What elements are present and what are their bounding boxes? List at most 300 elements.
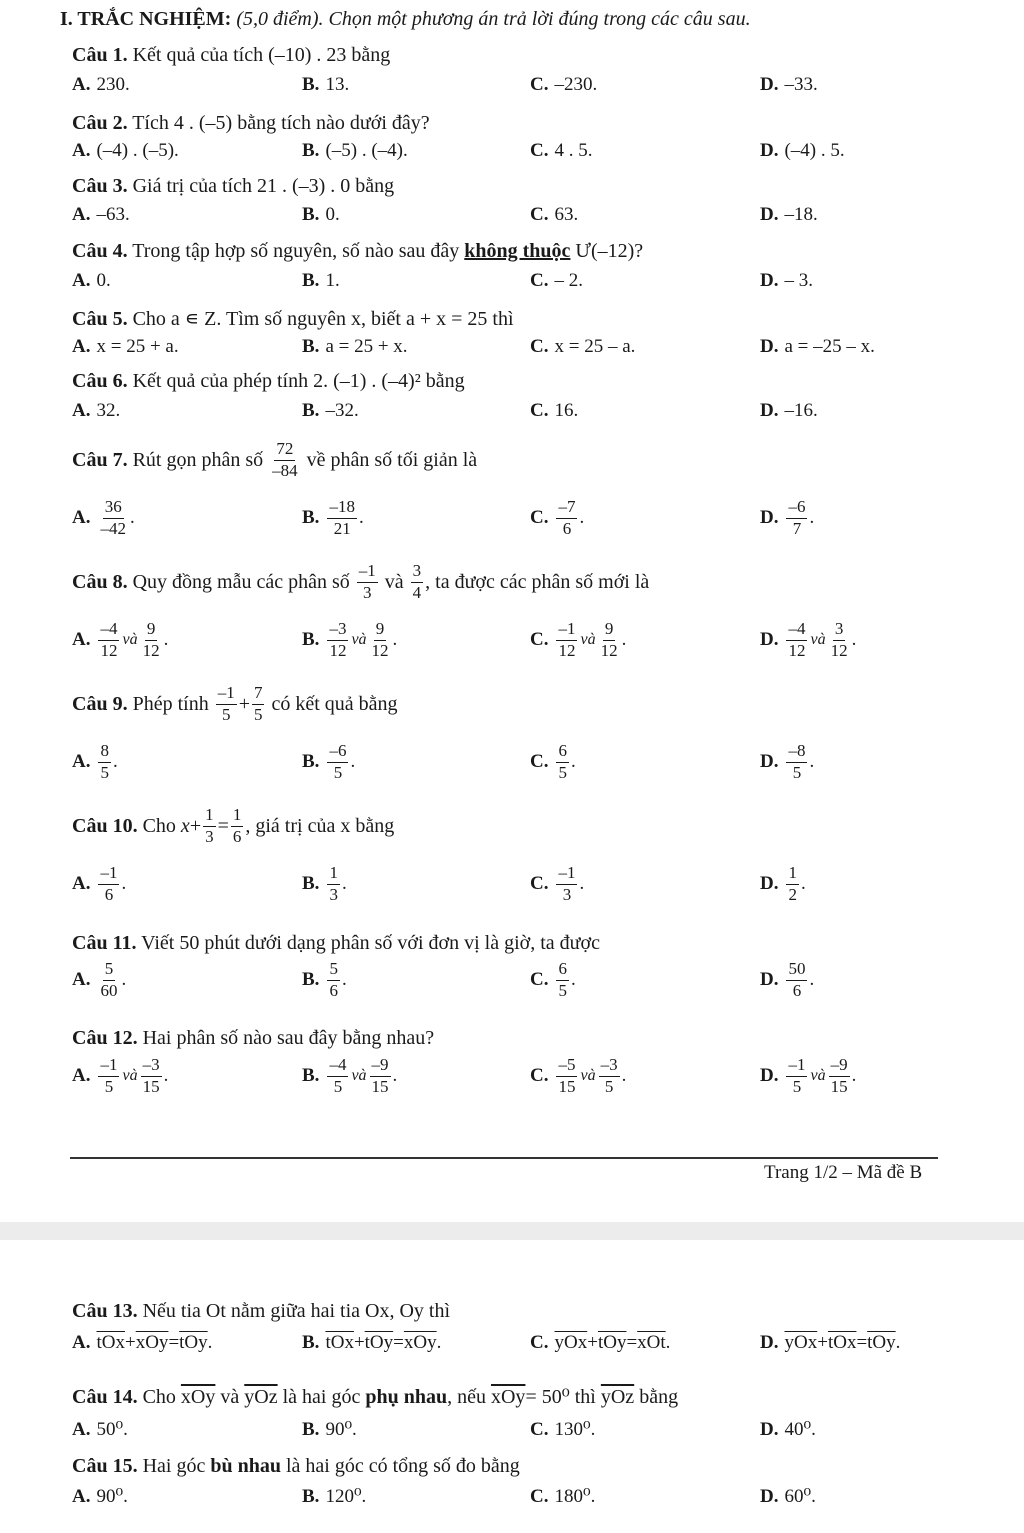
option-letter: B.	[302, 873, 320, 895]
fraction	[556, 1056, 577, 1096]
q3-option-c[interactable]	[530, 204, 578, 226]
denominator: 6	[562, 518, 572, 538]
denominator: 5	[333, 762, 343, 782]
option-text: 1.	[325, 270, 340, 291]
connector-text: và	[384, 570, 404, 593]
operator: +	[353, 1332, 365, 1353]
option-letter: D.	[760, 969, 779, 991]
denominator: 12	[329, 640, 347, 660]
numerator: –4	[786, 620, 807, 641]
operator: +	[124, 1332, 136, 1353]
q13-option-c[interactable]	[530, 1332, 670, 1354]
fraction	[98, 620, 119, 660]
option-letter: B.	[302, 1485, 320, 1507]
question-text-end: bằng	[639, 1386, 679, 1408]
option-letter: D.	[760, 336, 779, 357]
option-text: (–4) . 5.	[784, 140, 845, 161]
fraction	[252, 684, 265, 724]
angle: $\overline{tOy}$	[867, 1332, 896, 1353]
connector-text: và	[810, 1067, 826, 1085]
question-label: Câu 13.	[72, 1300, 138, 1322]
option-letter: C.	[530, 400, 549, 421]
numerator: –9	[370, 1056, 391, 1077]
emphasis-text: phụ nhau	[365, 1386, 448, 1408]
question-label: Câu 9.	[72, 692, 128, 715]
option-text: 40⁰.	[784, 1419, 816, 1440]
option-text: 4 . 5.	[554, 140, 593, 161]
option-letter: D.	[760, 140, 779, 161]
q10-option-a[interactable]: A. $\frac{-1}{6}$ .	[72, 863, 127, 904]
q5-option-d[interactable]	[760, 336, 875, 358]
option-letter: A.	[72, 336, 91, 357]
equals-sign: =	[168, 1332, 180, 1353]
fraction	[829, 620, 850, 660]
equals-sign: =	[626, 1332, 638, 1353]
connector-text: và	[220, 1386, 240, 1408]
denominator: 4	[412, 582, 422, 602]
option-text: 0.	[96, 270, 111, 291]
fraction	[786, 864, 799, 904]
emphasis-text: không thuộc	[464, 240, 571, 262]
question-text: Cho	[142, 1386, 176, 1408]
option-text: 120⁰.	[325, 1486, 367, 1507]
q12-option-a[interactable]: A. $\frac{-1}{5}$ và $\frac{-3}{15}$ .	[72, 1055, 169, 1096]
question-text-end: , giá trị của x bằng	[245, 814, 395, 837]
option-letter: D.	[760, 1485, 779, 1507]
denominator: 15	[371, 1076, 389, 1096]
question-label: Câu 15.	[72, 1455, 138, 1477]
q13-option-d[interactable]	[760, 1332, 900, 1354]
option-letter: D.	[760, 751, 779, 773]
option-letter: B.	[302, 1418, 320, 1440]
option-letter: C.	[530, 1065, 549, 1087]
option-text: 130⁰.	[554, 1419, 596, 1440]
angle: $\overline{tOx}$	[96, 1332, 125, 1353]
option-letter: A.	[72, 140, 91, 161]
option-text: 90⁰.	[96, 1486, 128, 1507]
question-text: Viết 50 phút dưới dạng phân số với đơn vị là giờ, ta được	[141, 932, 600, 954]
q10-option-c[interactable]: C. $\frac{-1}{3}$ .	[530, 863, 585, 904]
question-text: Kết quả của phép tính 2. (–1) . (–4)² bằng	[132, 370, 465, 392]
numerator: –6	[327, 742, 348, 763]
denominator: 12	[788, 640, 806, 660]
denominator: 3	[363, 582, 372, 602]
denominator: 21	[333, 518, 351, 538]
question-2	[72, 112, 430, 135]
q11-option-a[interactable]: A. $\frac{5}{60}$ .	[72, 959, 127, 1000]
denominator: 6	[329, 980, 338, 1000]
fraction	[556, 960, 569, 1000]
q1-option-b[interactable]	[302, 74, 349, 96]
option-letter: D.	[760, 629, 779, 651]
question-text: Tích 4 . (–5) bằng tích nào dưới đây?	[132, 112, 430, 134]
q6-option-c[interactable]	[530, 400, 578, 422]
period: .	[895, 1332, 901, 1353]
option-letter: A.	[72, 629, 91, 651]
q14-option-a[interactable]	[72, 1418, 128, 1441]
numerator: –6	[786, 498, 807, 519]
connector-text: và	[122, 631, 138, 649]
denominator: 5	[558, 762, 567, 782]
question-10	[72, 806, 394, 846]
option-letter: C.	[530, 507, 549, 529]
question-text: Rút gọn phân số	[132, 448, 264, 471]
option-letter: D.	[760, 1065, 779, 1087]
fraction	[327, 960, 340, 1000]
q5-option-c[interactable]	[530, 336, 635, 358]
numerator: 1	[786, 864, 799, 885]
question-label: Câu 14.	[72, 1386, 138, 1408]
fraction	[327, 742, 348, 782]
question-4	[72, 240, 643, 263]
question-label: Câu 4.	[72, 240, 128, 262]
fraction	[98, 864, 119, 904]
fraction	[98, 498, 128, 538]
question-label: Câu 3.	[72, 175, 128, 197]
q15-option-c[interactable]	[530, 1485, 595, 1508]
option-letter: B.	[302, 336, 320, 357]
fraction	[370, 1056, 391, 1096]
fraction	[556, 864, 577, 904]
question-text: Hai góc	[142, 1455, 206, 1477]
question-text: Cho	[142, 814, 176, 837]
option-letter: C.	[530, 1332, 549, 1353]
q10-option-d[interactable]: D. $\frac{1}{2}$ .	[760, 863, 806, 904]
fraction	[327, 864, 340, 904]
q3-option-b[interactable]	[302, 204, 340, 226]
denominator: 7	[792, 518, 802, 538]
option-text: 0.	[325, 204, 340, 225]
angle: $\overline{xOy}$	[135, 1332, 169, 1353]
q11-option-c[interactable]: C. $\frac{6}{5}$ .	[530, 959, 576, 1000]
angle: $\overline{tOy}$	[364, 1332, 394, 1353]
option-text: 63.	[554, 204, 579, 225]
fraction	[786, 960, 807, 1000]
question-text: , nếu	[447, 1386, 486, 1408]
option-text: 16.	[554, 400, 579, 421]
q14-option-c[interactable]	[530, 1418, 595, 1441]
numerator: 1	[327, 864, 340, 885]
question-label: Câu 6.	[72, 370, 128, 392]
operator: +	[587, 1332, 598, 1353]
option-text: x = 25 – a.	[554, 336, 636, 357]
denominator: 6	[104, 884, 114, 904]
q5-option-a[interactable]	[72, 336, 179, 358]
fraction	[141, 1056, 162, 1096]
q9-option-d[interactable]: D. $\frac{-8}{5}$ .	[760, 741, 815, 782]
question-12	[72, 1027, 434, 1050]
numerator: 1	[203, 806, 216, 827]
equals-sign: =	[217, 814, 229, 837]
option-text: – 2.	[554, 270, 583, 291]
fraction	[203, 806, 216, 846]
q9-option-c[interactable]: C. $\frac{6}{5}$ .	[530, 741, 576, 782]
option-letter: A.	[72, 507, 91, 529]
q7-option-a[interactable]: A. $\frac{36}{-42}$ .	[72, 497, 135, 538]
q1-option-a[interactable]	[72, 74, 130, 96]
angle: $\overline{tOx}$	[827, 1332, 857, 1353]
equals-sign: =	[856, 1332, 868, 1353]
option-letter: D.	[760, 270, 779, 291]
option-letter: C.	[530, 74, 549, 95]
denominator: 12	[830, 640, 848, 660]
question-text: Kết quả của tích (–10) . 23 bằng	[132, 44, 391, 66]
angle: $\overline{yOx}$	[554, 1332, 588, 1353]
connector-text: và	[810, 631, 826, 649]
option-text: –33.	[784, 74, 818, 95]
denominator: 3	[205, 826, 214, 846]
fraction	[98, 1056, 119, 1096]
question-9	[72, 684, 398, 724]
numerator: 3	[411, 562, 424, 583]
option-letter: D.	[760, 400, 779, 421]
numerator: –1	[98, 864, 119, 885]
question-label: Câu 5.	[72, 308, 128, 330]
question-text-end: Ư(–12)?	[575, 240, 644, 262]
question-label: Câu 1.	[72, 44, 128, 66]
option-letter: C.	[530, 873, 549, 895]
operator: +	[817, 1332, 828, 1353]
numerator: 9	[603, 620, 616, 641]
q8-option-c[interactable]: C. $\frac{-1}{12}$ và $\frac{9}{12}$ .	[530, 619, 627, 660]
question-11	[72, 932, 600, 955]
option-text: a = 25 + x.	[325, 336, 408, 357]
denominator: 5	[221, 704, 231, 724]
q8-option-d[interactable]: D. $\frac{-4}{12}$ và $\frac{3}{12}$ .	[760, 619, 857, 660]
q15-option-b[interactable]	[302, 1485, 366, 1508]
q7-option-c[interactable]: C. $\frac{-7}{6}$ .	[530, 497, 585, 538]
q8-option-a[interactable]: A. $\frac{-4}{12}$ và $\frac{9}{12}$ .	[72, 619, 169, 660]
option-text: 230.	[96, 74, 130, 95]
numerator: –1	[98, 1056, 119, 1077]
q1-option-c[interactable]	[530, 74, 597, 96]
question-label: Câu 10.	[72, 814, 138, 837]
question-label: Câu 12.	[72, 1027, 138, 1049]
option-letter: C.	[530, 204, 549, 225]
numerator: –5	[556, 1056, 577, 1077]
q11-option-d[interactable]: D. $\frac{50}{6}$ .	[760, 959, 815, 1000]
question-14	[72, 1384, 678, 1409]
footer-divider	[70, 1157, 938, 1159]
question-text: Trong tập hợp số nguyên, số nào sau đây	[132, 240, 460, 262]
option-letter: B.	[302, 629, 320, 651]
question-text: là hai góc	[282, 1386, 361, 1408]
denominator: 12	[600, 640, 618, 660]
q12-option-d[interactable]: D. $\frac{-1}{5}$ và $\frac{-9}{15}$ .	[760, 1055, 857, 1096]
q2-option-c[interactable]	[530, 140, 592, 162]
option-text: (–4) . (–5).	[96, 140, 179, 161]
q13-option-a[interactable]	[72, 1332, 212, 1354]
denominator: 5	[792, 1076, 802, 1096]
exam-page-2	[0, 1240, 1024, 1533]
question-5	[72, 306, 514, 331]
fraction	[327, 498, 357, 538]
q6-option-d[interactable]	[760, 400, 818, 422]
numerator: 1	[231, 806, 244, 827]
connector-text: và	[351, 1067, 367, 1085]
option-letter: C.	[530, 1418, 549, 1440]
option-letter: B.	[302, 204, 320, 225]
option-text: –16.	[784, 400, 818, 421]
option-text: 32.	[96, 400, 121, 421]
q4-option-b[interactable]	[302, 270, 340, 292]
angle: $\overline{yOz}$	[244, 1386, 278, 1408]
q6-option-a[interactable]	[72, 400, 120, 422]
option-letter: C.	[530, 1485, 549, 1507]
denominator: 15	[142, 1076, 160, 1096]
q4-option-a[interactable]	[72, 270, 111, 292]
q1-option-d[interactable]	[760, 74, 818, 96]
option-text: 180⁰.	[554, 1486, 596, 1507]
denominator: 60	[100, 980, 118, 1000]
q2-option-b[interactable]	[302, 140, 408, 162]
q6-option-b[interactable]	[302, 400, 359, 422]
section-instruction: (5,0 điểm). Chọn một phương án trả lời đúng trong các câu sau.	[236, 8, 751, 30]
option-letter: A.	[72, 1332, 91, 1353]
q2-option-a[interactable]	[72, 140, 179, 162]
fraction	[599, 1056, 620, 1096]
q14-option-b[interactable]	[302, 1418, 357, 1441]
q13-option-b[interactable]	[302, 1332, 441, 1354]
option-letter: C.	[530, 140, 549, 161]
option-letter: D.	[760, 74, 779, 95]
angle: $\overline{tOy}$	[179, 1332, 208, 1353]
angle: $\overline{tOy}$	[597, 1332, 627, 1353]
denominator: 5	[333, 1076, 343, 1096]
fraction	[786, 1056, 807, 1096]
option-text: a = –25 – x.	[784, 336, 875, 357]
question-3	[72, 175, 394, 198]
numerator: –9	[829, 1056, 850, 1077]
operator: +	[189, 814, 202, 837]
q7-option-b[interactable]: B. $\frac{-18}{21}$ .	[302, 497, 364, 538]
numerator: 9	[145, 620, 158, 641]
q14-option-d[interactable]	[760, 1418, 816, 1441]
option-letter: D.	[760, 507, 779, 529]
option-text: – 3.	[784, 270, 813, 291]
q4-option-d[interactable]	[760, 270, 813, 292]
denominator: 12	[142, 640, 160, 660]
angle: $\overline{tOx}$	[325, 1332, 354, 1353]
q7-option-d[interactable]: D. $\frac{-6}{7}$ .	[760, 497, 815, 538]
option-letter: B.	[302, 140, 320, 161]
option-letter: B.	[302, 1065, 320, 1087]
option-letter: D.	[760, 1418, 779, 1440]
numerator: 50	[786, 960, 807, 981]
option-letter: B.	[302, 1332, 320, 1353]
denominator: 5	[104, 1076, 114, 1096]
numerator: 6	[556, 742, 569, 763]
q3-option-a[interactable]	[72, 204, 130, 226]
option-letter: A.	[72, 1485, 91, 1507]
q15-option-d[interactable]	[760, 1485, 816, 1508]
question-1	[72, 44, 390, 67]
fraction	[98, 960, 119, 1000]
option-text: –230.	[554, 74, 598, 95]
q3-option-d[interactable]	[760, 204, 818, 226]
fraction	[357, 562, 378, 602]
numerator: –1	[556, 620, 577, 641]
option-text: –32.	[325, 400, 359, 421]
angle: $\overline{xOt}$	[637, 1332, 666, 1353]
option-letter: B.	[302, 969, 320, 991]
option-letter: C.	[530, 751, 549, 773]
option-letter: D.	[760, 204, 779, 225]
q4-option-c[interactable]	[530, 270, 583, 292]
numerator: –4	[98, 620, 119, 641]
q9-option-a[interactable]: A. $\frac{8}{5}$ .	[72, 741, 118, 782]
fraction	[786, 498, 807, 538]
question-text-end: là hai góc có tổng số đo bằng	[285, 1455, 520, 1477]
option-text: 13.	[325, 74, 350, 95]
option-text: 60⁰.	[784, 1486, 816, 1507]
fraction	[786, 620, 807, 660]
section-title: I. TRẮC NGHIỆM:	[60, 8, 232, 30]
option-letter: B.	[302, 507, 320, 529]
q11-option-b[interactable]: B. $\frac{5}{6}$ .	[302, 959, 347, 1000]
numerator: 9	[374, 620, 387, 641]
option-text: –63.	[96, 204, 130, 225]
q15-option-a[interactable]	[72, 1485, 128, 1508]
q2-option-d[interactable]	[760, 140, 845, 162]
numerator: –4	[327, 1056, 348, 1077]
option-letter: B.	[302, 270, 320, 291]
q12-option-b[interactable]: B. $\frac{-4}{5}$ và $\frac{-9}{15}$ .	[302, 1055, 398, 1096]
option-letter: A.	[72, 270, 91, 291]
page-gap	[0, 1222, 1024, 1240]
question-text: Giá trị của tích 21 . (–3) . 0 bằng	[132, 175, 395, 197]
numerator: –1	[216, 684, 237, 705]
fraction	[327, 1056, 348, 1096]
fraction	[599, 620, 620, 660]
question-text: Quy đồng mẫu các phân số	[132, 570, 350, 593]
question-6	[72, 370, 465, 393]
option-letter: D.	[760, 1332, 779, 1353]
numerator: 7	[252, 684, 265, 705]
q8-option-b[interactable]: B. $\frac{-3}{12}$ và $\frac{9}{12}$ .	[302, 619, 398, 660]
question-13	[72, 1300, 450, 1323]
q9-option-b[interactable]: B. $\frac{-6}{5}$ .	[302, 741, 356, 782]
denominator: 12	[100, 640, 118, 660]
numerator: 8	[98, 742, 111, 763]
option-letter: A.	[72, 969, 91, 991]
angle: $\overline{xOy}$	[180, 1386, 216, 1408]
numerator: 3	[833, 620, 846, 641]
question-8	[72, 562, 649, 602]
connector-text: và	[122, 1067, 138, 1085]
denominator: 15	[830, 1076, 848, 1096]
denominator: 2	[788, 884, 797, 904]
denominator: 12	[371, 640, 389, 660]
option-letter: A.	[72, 1418, 91, 1440]
operator: +	[238, 692, 250, 715]
fraction	[327, 620, 348, 660]
equals-sign: =	[393, 1332, 404, 1353]
option-letter: A.	[72, 400, 91, 421]
q10-option-b[interactable]: B. $\frac{1}{3}$ .	[302, 863, 347, 904]
q5-option-b[interactable]	[302, 336, 408, 358]
question-text: Phép tính	[132, 692, 209, 715]
q12-option-c[interactable]: C. $\frac{-5}{15}$ và $\frac{-3}{5}$ .	[530, 1055, 627, 1096]
fraction	[231, 806, 244, 846]
option-letter: D.	[760, 873, 779, 895]
fraction	[370, 620, 391, 660]
numerator: –1	[786, 1056, 807, 1077]
denominator: 3	[329, 884, 338, 904]
emphasis-text: bù nhau	[210, 1455, 281, 1477]
fraction	[270, 440, 300, 480]
question-text-end: về phân số tối giản là	[306, 448, 478, 471]
